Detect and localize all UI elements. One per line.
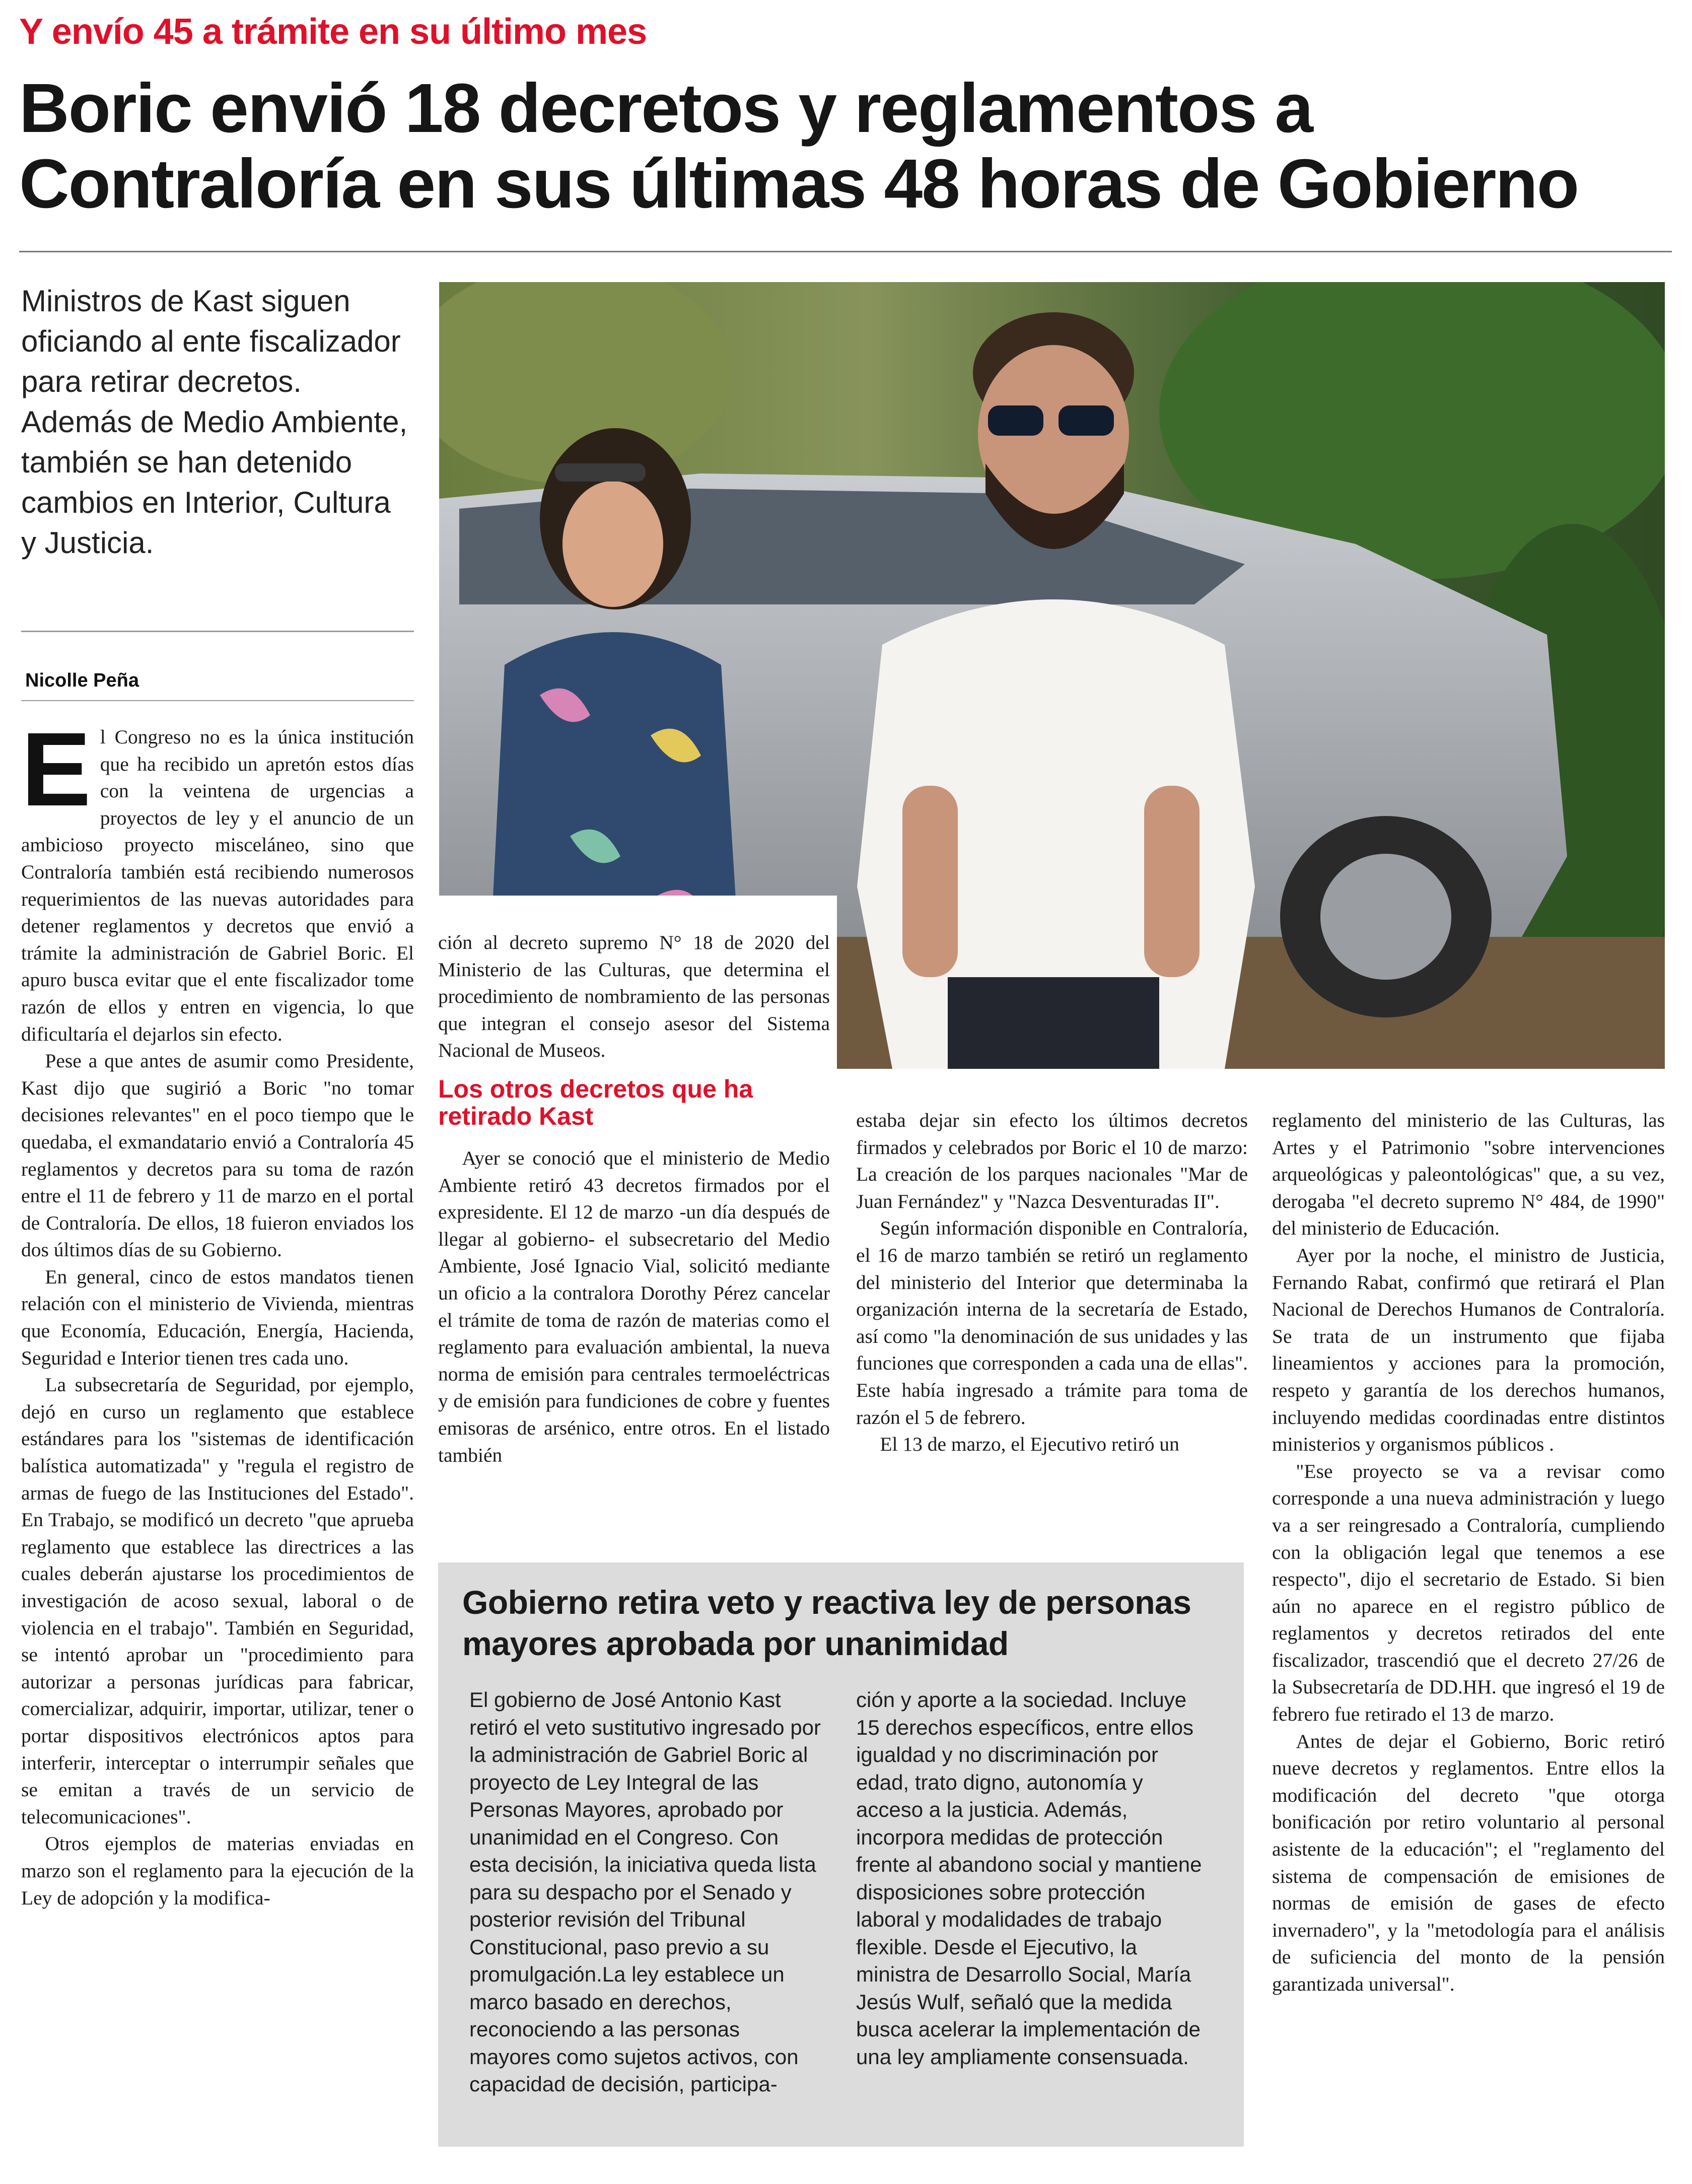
- article-paragraph: Ayer por la noche, el ministro de Justicia, Fernando Rabat, confirmó que retirará el Plan Nacional de Derechos Humanos de Contraloría. Se trata de un instrumento que fijaba lineamientos y acciones para la promoción, respeto y garantía de los derechos humanos, incluyendo medidas coordinadas entre distintos ministerios y organismos públicos .: [1272, 1244, 1665, 1456]
- section-subhead: Los otros decretos que ha retirado Kast: [438, 1074, 753, 1130]
- lead-paragraph: Ministros de Kast siguen oficiando al ente fiscalizador para retirar decretos. Además de Medio Ambiente, también se han detenido cambios en Interior, Cultura y Justicia.: [21, 284, 408, 560]
- article-column-1: [21, 711, 414, 1912]
- article-paragraph: "Ese proyecto se va a revisar como corresponde a una nueva administración y luego va a ser reingresado a Contraloría, cumpliendo con la obligación legal que tenemos a ese respecto", dijo el secretario de Estado. Si bien aún no aparece en el registro público de reglamentos y decretos retirados del ente fiscalizador, trascendió que el decreto 27/26 de la Subsecretaría de DD.HH. que ingresó el 19 de febrero fue retirado el 13 de marzo.: [1272, 1460, 1665, 1726]
- article-paragraph: Otros ejemplos de materias enviadas en marzo son el reglamento para la ejecución de la Ley de adopción y la modifica-: [21, 1832, 414, 1909]
- article-paragraph: Pese a que antes de asumir como Presidente, Kast dijo que sugirió a Boric "no tomar decisiones relevantes" en el poco tiempo que le quedaba, el exmandatario envió a Contraloría 45 reglamentos y decretos para su toma de razón entre el 11 de febrero y 11 de marzo en el portal de Contraloría. De ellos, 18 fuieron enviados los dos últimos días de su Gobierno.: [21, 1050, 414, 1261]
- article-paragraph: El 13 de marzo, el Ejecutivo retiró un: [880, 1433, 1179, 1456]
- article-paragraph: La subsecretaría de Seguridad, por ejemplo, dejó en curso un reglamento que establece estándares para los "sistemas de identificación balística automatizada" y "regula el registro de armas de fuego de las Instituciones del Estado". En Trabajo, se modificó un decreto "que aprueba reglamento que establece las directrices a las cuales deberán ajustarse los procedimientos de investigación de acoso sexual, laboral o de violencia en el trabajo". También en Seguridad, se intentó aprobar un "procedimiento para autorizar a personas jurídicas para fabricar, comercializar, adquirir, importar, utilizar, tener o portar dispositivos electrónicos aptos para interferir, interceptar o interrumpir señales que se emitan a través de un servicio de telecomunicaciones".: [21, 1374, 414, 1828]
- article-paragraph: Según información disponible en Contraloría, el 16 de marzo también se retiró un reglamento del ministerio del Interior que determinaba la organización interna de la secretaría de Estado, así como "la denominación de sus unidades y las funciones que corresponden a cada una de ellas". Este había ingresado a trámite para toma de razón el 5 de febrero.: [856, 1217, 1248, 1428]
- article-paragraph: Antes de dejar el Gobierno, Boric retiró nueve decretos y reglamentos. Entre ellos la modificación del decreto "que otorga bonificación por retiro voluntario al personal asistente de la educación"; el "reglamento del sistema de compensación de emisiones de normas de emisión de gases de efecto invernadero", y la "metodología para el análisis de suficiencia del monto de la pensión garantizada universal".: [1272, 1730, 1665, 1995]
- article-column-3: [856, 1107, 1248, 1458]
- article-paragraph: reglamento del ministerio de las Culturas, las Artes y el Patrimonio "sobre intervenciones arqueológicas y paleontológicas" que, a su vez, derogaba "el decreto supremo N° 484, de 1990" del ministerio de Educación.: [1272, 1109, 1665, 1240]
- lead-divider: [21, 631, 414, 632]
- article-paragraph: estaba dejar sin efecto los últimos decretos firmados y celebrados por Boric el 10 de marzo: La creación de los parques nacionales "Mar de Juan Fernández" y "Nazca Desventuradas II".: [856, 1109, 1248, 1212]
- byline: Nicolle Peña: [25, 670, 139, 691]
- headline: Boric envió 18 decretos y reglamentos a Contraloría en sus últimas 48 horas de Gobierno: [19, 70, 1579, 223]
- article-paragraph: En general, cinco de estos mandatos tienen relación con el ministerio de Vivienda, mientras que Economía, Educación, Energía, Hacienda, Seguridad e Interior tienen tres cada uno.: [21, 1265, 414, 1369]
- sidebar-column-1: El gobierno de José Antonio Kast retiró el veto sustitutivo ingresado por la administración de Gabriel Boric al proyecto de Ley Integral de las Personas Mayores, aprobado por unanimidad en el Congreso. Con esta decisión, la iniciativa queda lista para su despacho por el Senado y posterior revisión del Tribunal Constitucional, paso previo a su promulgación.La ley establece un marco basado en derechos, reconociendo a las personas mayores como sujetos activos, con capacidad de decisión, participa-: [469, 1688, 821, 2096]
- kicker: Y envío 45 a trámite en su último mes: [19, 12, 647, 52]
- article-paragraph: ción al decreto supremo N° 18 de 2020 del Ministerio de las Culturas, que determina el procedimiento de nombramiento de las personas que integran el consejo asesor del Sistema Nacional de Museos.: [438, 931, 830, 1062]
- article-column-4: [1272, 1107, 1665, 1998]
- article-paragraph: Ayer se conoció que el ministerio de Medio Ambiente retiró 43 decretos firmados por el expresidente. El 12 de marzo -un día después de llegar al gobierno- el subsecretario del Medio Ambiente, José Ignacio Vial, solicitó mediante un oficio a la contralora Dorothy Pérez cancelar el trámite de toma de razón de materias como el reglamento para evaluación ambiental, la nueva norma de emisión para centrales termoeléctricas y de emisión para fundiciones de cobre y fuentes emisoras de arsénico, entre otros. En el listado también: [438, 1146, 830, 1466]
- drop-cap: E: [21, 711, 91, 828]
- article-column-2: [438, 929, 830, 1469]
- sidebar-title: Gobierno retira veto y reactiva ley de personas mayores aprobada por unanimidad: [462, 1584, 1191, 1662]
- byline-divider: [21, 700, 414, 701]
- header-divider: [19, 251, 1672, 252]
- article-paragraph: l Congreso no es la única institución que ha recibido un apretón estos días con la veintena de urgencias a proyectos de ley y el anuncio de un ambicioso proyecto misceláneo, sino que Contraloría también está recibiendo numerosos requerimientos de las nuevas autoridades para detener reglamentos y decretos que envió a trámite la administración de Gabriel Boric. El apuro busca evitar que el ente fiscalizador tome razón de ellos y entren en vigencia, lo que dificultaría el dejarlos sin efecto.: [21, 726, 414, 1045]
- sidebar-column-2: ción y aporte a la sociedad. Incluye 15 derechos específicos, entre ellos igualdad y no discriminación por edad, trato digno, autonomía y acceso a la justicia. Además, incorpora medidas de protección frente al abandono social y mantiene disposiciones sobre protección laboral y modalidades de trabajo flexible. Desde el Ejecutivo, la ministra de Desarrollo Social, María Jesús Wulf, señaló que la medida busca acelerar la implementación de una ley ampliamente consensuada.: [856, 1688, 1202, 2069]
- car-wheel-rim: [1320, 854, 1451, 980]
- sidebar-box: [438, 1562, 1244, 2147]
